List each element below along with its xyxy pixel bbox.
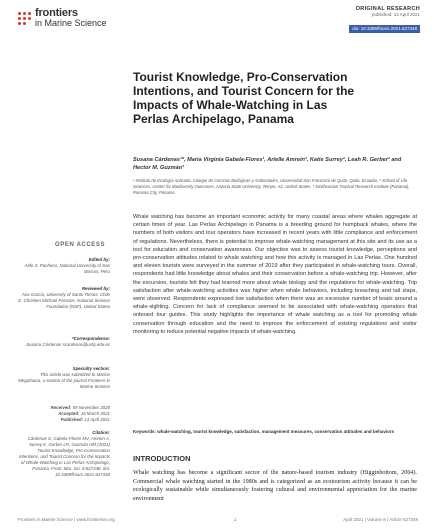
edited-by: [18, 257, 110, 275]
keywords: [133, 429, 417, 435]
published-label: Published:: [60, 417, 84, 422]
page-number: 1: [234, 517, 237, 522]
journal-logo[interactable]: [18, 8, 107, 28]
received-date: 09 November 2020: [72, 405, 110, 410]
footer-journal[interactable]: Frontiers in Marine Science | www.frontiersin.org: [18, 517, 115, 522]
footer-volume: April 2021 | Volume 8 | Article 627348: [343, 517, 418, 522]
citation: [18, 430, 110, 478]
correspondence-text[interactable]: Susana Cárdenas scardenas@usfq.edu.ec: [26, 342, 110, 347]
article-dates: [18, 405, 110, 423]
abstract: Whale watching has become an important economic activity for many coastal areas where whales aggregate at certain times of year. Las Perlas Archipelago in Panama is a breeding ground for humpback whales, where the numbers of both visitors and tour operators have increased in recent years with little compliance and enforcement of regulations. Nevertheless, there is potential to improve whale-watching management at this site and its use as a tool for education and conservation awareness. Our objective was to assess tourist knowledge, perceptions and pro-conservation attitudes related to whale watching and how this activity is managed in Las Perlas. One hundred and eleven tourists were surveyed in the summer of 2019 after they participated in whale-watching tours. Overall, respondents had little knowledge about whales and their conservation before a whale-watching trip. However, after the excursion, tourists felt they had learned more about whale biology and the regulations for whale-watching. Trip satisfaction after whale-watching activities was higher when whale behaviors, including breaching and tail slaps, were observed. Respondents expressed low satisfaction when there was an excessive number of boats around a whale-sighting. Concern for lack of compliance seemed to be associated with whale-watching operators that onboard tour guides. This study highlights the importance of whale watching as a tool for promoting whale conservation through education and the need to improve the enforcement of existing regulations and visitor monitoring to reduce potential negative impacts of whale-watching.: [133, 214, 417, 335]
open-access-badge: OPEN ACCESS: [55, 242, 106, 248]
reviewed-by: [18, 286, 110, 310]
brand-name: frontiers: [35, 7, 78, 19]
specialty-section: [18, 366, 110, 390]
article-meta: [349, 6, 420, 36]
published-date: published: 13 April 2021: [371, 12, 420, 18]
correspondence-heading: *Correspondence:: [71, 336, 110, 341]
published-date-side: 13 April 2021: [84, 417, 110, 422]
reviewed-by-text: Ana García, University of Santo Tomas, Chile E. Christien Michael Parsons, National Science Foundation (NSF), United States: [18, 292, 110, 309]
reviewed-by-heading: Reviewed by:: [81, 286, 110, 291]
accepted-date: 16 March 2021: [80, 411, 110, 416]
accepted-label: Accepted:: [58, 411, 80, 416]
introduction-text: Whale watching has become a significant sector of the nature-based tourism industry (Higginbottom, 2004). Commercial whale watching started in the 1980s and is categorized as an ecotourism activity because it can be ecologically sustainable while simultaneously fostering cultural and environmental appreciation for the marine environment: [133, 470, 417, 502]
citation-text: Cárdenas S, Gabela-Flores MV, Amrein A, Surrey K, Gerber LR, Guzmán HM (2021) Tourist Knowledge, Pro-Conservation Intentions, and Tourist Concern for the Impacts of Whale-Watching in Las Perlas Archipelago, Panama. Front. Mar. Sci. 8:627348. doi: 10.3389/fmars.2021.627348: [18, 436, 110, 477]
affiliations: ¹ Instituto de Ecología Aplicada, Colegio de Ciencias Biológicas y Ambientales, Universidad San Francisco de Quito, Quito, Ecuador, ² School of Life Sciences, Center for Biodiversity Outcomes, Arizona State University, Tempe, AZ, United States, ³ Smithsonian Tropical Research Institute (Panama), Panama City, Panama: [133, 178, 410, 195]
edited-by-heading: Edited by:: [88, 257, 110, 262]
author-list[interactable]: Susana Cárdenas¹*, María Virginia Gabela-Flores¹, Arielle Amrein², Katie Surrey², Leah R. Gerber² and Hector M. Guzmán³: [133, 157, 402, 171]
correspondence: [18, 336, 110, 348]
frontiers-logo-icon: [18, 12, 31, 25]
edited-by-text: Aldo S. Pacheco, National University of San Marcos, Peru: [24, 263, 110, 274]
doi-link[interactable]: doi: 10.3389/fmars.2021.627348: [349, 25, 420, 32]
citation-heading: Citation:: [92, 430, 110, 435]
article-type: ORIGINAL RESEARCH: [355, 6, 420, 12]
specialty-heading: Specialty section:: [72, 366, 110, 371]
section-heading-introduction: INTRODUCTION: [133, 454, 191, 463]
article-title: Tourist Knowledge, Pro-Conservation Intentions, and Tourist Concern for the Impacts of Whale-Watching in Las Perlas Archipelago, Panama: [133, 70, 355, 126]
keywords-text: whale-watching, tourist knowledge, satisfaction, management measures, conservation attitudes and behaviors: [157, 429, 395, 434]
received-label: Received:: [50, 405, 72, 410]
keywords-label: Keywords:: [133, 429, 157, 434]
brand-subtitle: in Marine Science: [35, 18, 107, 28]
specialty-text: This article was submitted to Marine Megafauna, a section of the journal Frontiers in Marine Science: [18, 372, 110, 389]
